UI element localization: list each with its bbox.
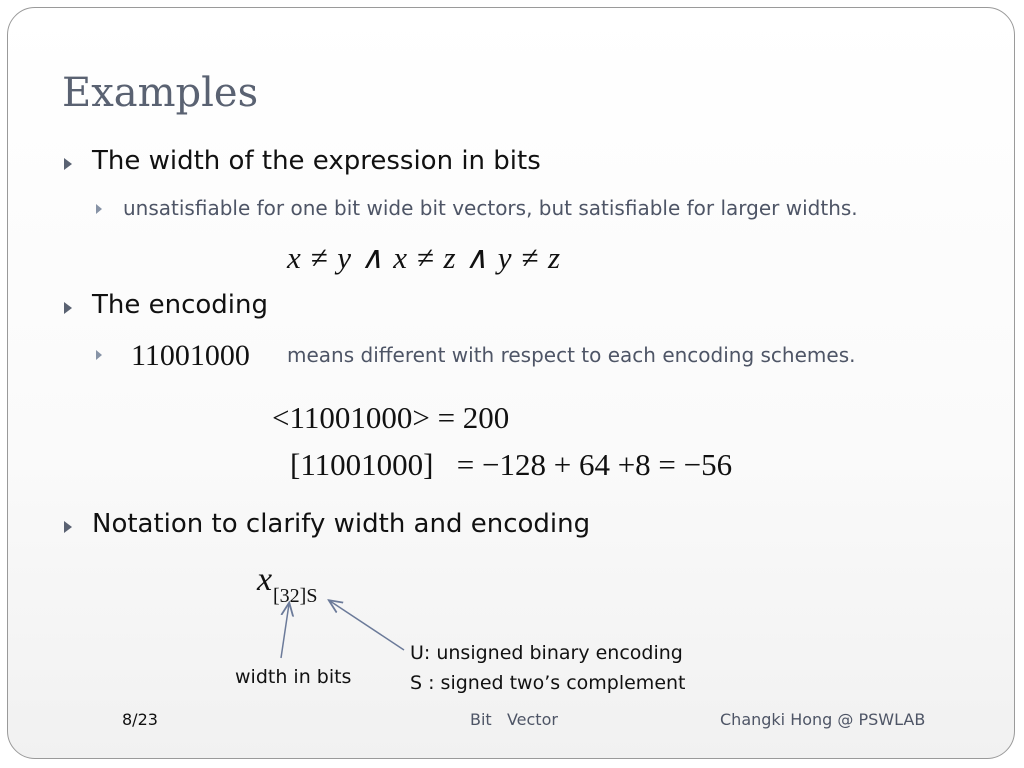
width-in-bits-label: width in bits	[235, 666, 352, 688]
sub-bullet-encoding-meaning: means different with respect to each encoding schemes.	[287, 343, 856, 367]
width-arrow-icon	[281, 604, 289, 658]
signed-encoding-label: S : signed two’s complement	[410, 672, 686, 694]
footer-author: Changki Hong @ PSWLAB	[720, 710, 926, 729]
bitstring-value: 11001000	[131, 339, 250, 372]
bullet-encoding: The encoding	[92, 290, 269, 320]
bullet-width: The width of the expression in bits	[92, 146, 541, 176]
sub-bullet-unsatisfiable: unsatisfiable for one bit wide bit vectors, but satisfiable for larger widths.	[123, 196, 858, 220]
notation-subscript: [32]S	[273, 585, 318, 607]
slide-title: Examples	[62, 70, 259, 116]
inequality-formula: x ≠ y ∧ x ≠ z ∧ y ≠ z	[287, 240, 561, 275]
page-number: 8/23	[122, 710, 158, 729]
unsigned-equation: <11001000> = 200	[272, 400, 510, 435]
unsigned-encoding-label: U: unsigned binary encoding	[410, 642, 683, 664]
signed-equation: [11001000] = −128 + 64 +8 = −56	[290, 447, 733, 482]
notation-variable: x	[257, 561, 273, 598]
bullet-notation: Notation to clarify width and encoding	[92, 509, 591, 539]
encoding-arrow-icon	[330, 601, 404, 650]
footer-topic: Bit Vector	[470, 710, 558, 729]
